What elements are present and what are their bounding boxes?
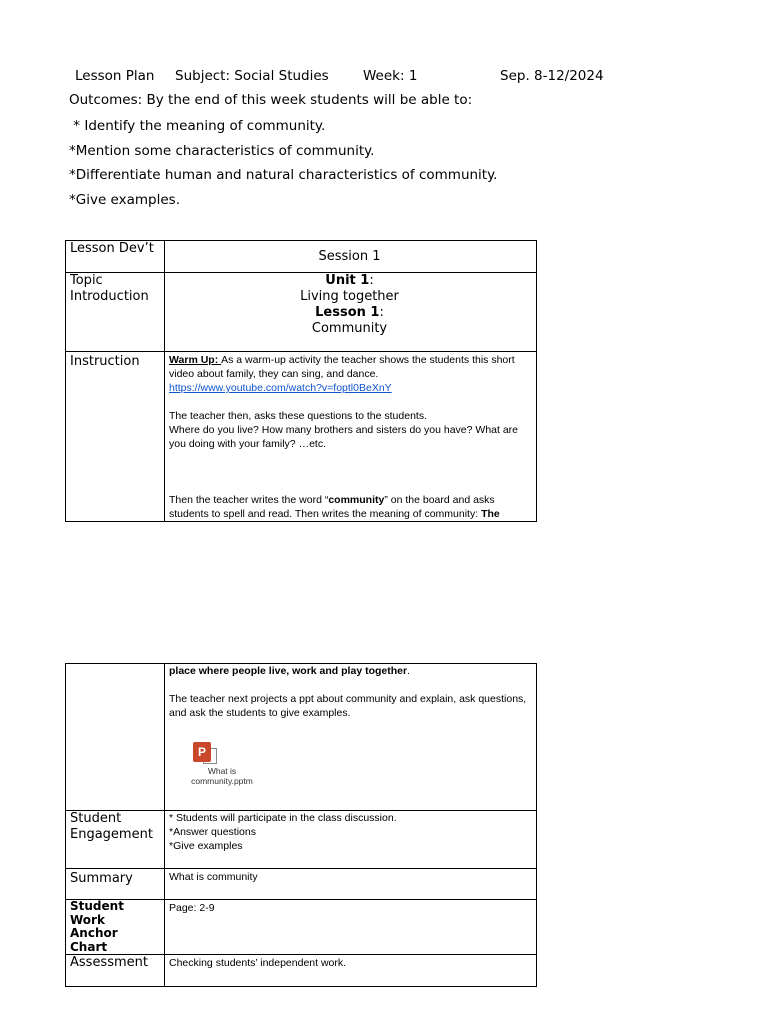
- community-paragraph: [169, 493, 530, 521]
- summary-label: Summary: [66, 869, 165, 900]
- definition-end: .: [407, 665, 410, 677]
- student-work-label: Student Work Anchor Chart: [66, 900, 165, 955]
- video-link[interactable]: https://www.youtube.com/watch?v=foptl0BeXnY: [169, 382, 392, 394]
- row-student-work: [66, 900, 537, 955]
- summary-text: What is community: [165, 869, 537, 900]
- lesson-label: Lesson 1: [315, 305, 380, 320]
- doc-title: Lesson Plan: [75, 68, 155, 84]
- outcomes-intro: Outcomes: By the end of this week students will be able to:: [69, 92, 473, 108]
- row-instruction: [66, 352, 537, 522]
- header-row: [75, 68, 635, 86]
- empty-cell: [66, 664, 165, 811]
- topic-content: [165, 273, 537, 352]
- week: Week: 1: [363, 68, 418, 84]
- ppt-text: The teacher next projects a ppt about community and explain, ask questions, and ask the students to give examples.: [169, 693, 527, 719]
- row-lesson-dev: [66, 241, 537, 273]
- unit-title: Living together: [300, 289, 399, 304]
- ppt-attachment[interactable]: [189, 742, 253, 792]
- engagement-label: Student Engagement: [66, 811, 165, 869]
- lesson-table-1: [65, 240, 537, 522]
- instruction-continued: [165, 664, 537, 811]
- row-engagement: [66, 811, 537, 869]
- row-instruction-continued: [66, 664, 537, 811]
- topic-label: Topic Introduction: [66, 273, 165, 352]
- warmup-label: Warm Up:: [169, 354, 222, 366]
- ppt-file-label: What is community.pptm: [191, 766, 253, 786]
- outcome-item: *Mention some characteristics of community.: [69, 143, 375, 159]
- engagement-item: * Students will participate in the class discussion.: [169, 812, 397, 824]
- row-assessment: [66, 955, 537, 987]
- questions: Where do you live? How many brothers and sisters do you have? What are you doing with your family? …etc.: [169, 424, 519, 450]
- outcome-item: * Identify the meaning of community.: [69, 118, 326, 134]
- questions-intro: The teacher then, asks these questions to the students.: [169, 410, 427, 422]
- assessment-text: Checking students’ independent work.: [165, 955, 537, 987]
- date: Sep. 8-12/2024: [500, 68, 604, 84]
- subject: Subject: Social Studies: [175, 68, 329, 84]
- assessment-label: Assessment: [66, 955, 165, 987]
- community-definition: place where people live, work and play together: [169, 665, 408, 677]
- engagement-content: [165, 811, 537, 869]
- lesson-colon: :: [379, 305, 384, 320]
- unit-colon: :: [369, 273, 374, 288]
- lesson-table-2: [65, 663, 537, 987]
- session-label: Session 1: [165, 241, 537, 273]
- row-summary: [66, 869, 537, 900]
- community-word: community: [328, 494, 385, 506]
- outcome-item: *Differentiate human and natural characteristics of community.: [69, 167, 498, 183]
- then-text-b: ” on the board and asks students to spell and read. Then writes the meaning of community:: [169, 494, 495, 520]
- lesson-dev-label: Lesson Dev’t: [66, 241, 165, 273]
- lesson-title: Community: [311, 321, 388, 336]
- unit-label: Unit 1: [325, 273, 370, 288]
- warmup-text: As a warm-up activity the teacher shows the students this short video about family, they can sing, and dance.: [169, 354, 515, 380]
- instruction-label: Instruction: [66, 352, 165, 522]
- engagement-item: *Answer questions: [169, 826, 256, 838]
- instruction-content: [165, 352, 537, 522]
- powerpoint-icon: P: [193, 742, 211, 762]
- engagement-item: *Give examples: [169, 840, 243, 852]
- the-word: The: [481, 508, 500, 520]
- row-topic: [66, 273, 537, 352]
- outcome-item: *Give examples.: [69, 192, 180, 208]
- then-text-a: Then the teacher writes the word “: [169, 494, 329, 506]
- student-work-text: Page: 2-9: [165, 900, 537, 955]
